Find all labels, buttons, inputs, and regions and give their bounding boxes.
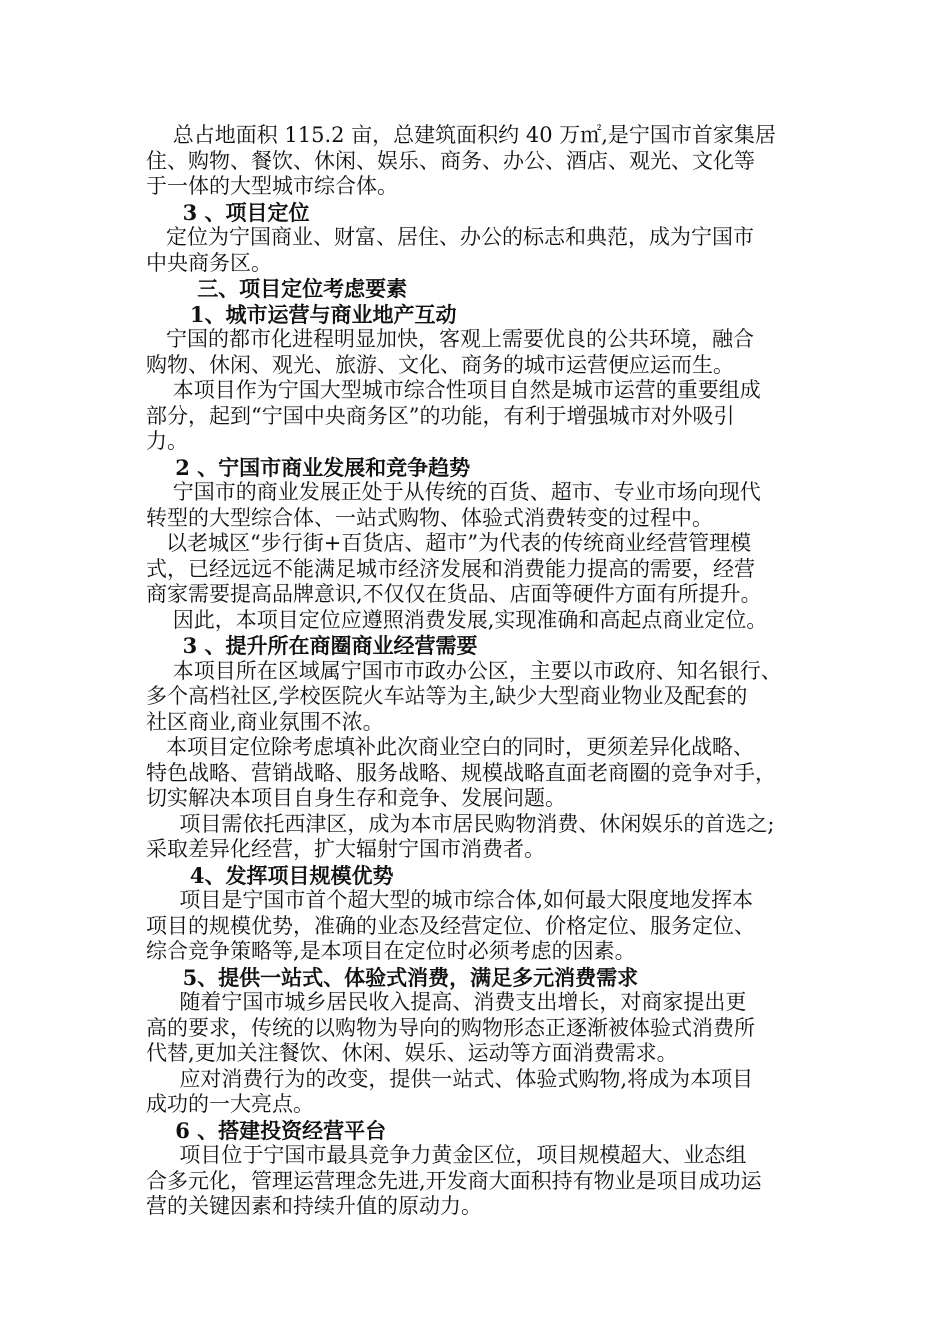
paragraph-line: 项目的规模优势，准确的业态及经营定位、价格定位、服务定位、 xyxy=(146,913,755,938)
document-body xyxy=(146,123,826,1220)
paragraph-line: 购物、休闲、观光、旅游、文化、商务的城市运营便应运而生。 xyxy=(146,352,734,377)
paragraph-line: 本项目作为宁国大型城市综合性项目自然是城市运营的重要组成 xyxy=(146,378,761,402)
paragraph-line: 项目位于宁国市最具竞争力黄金区位，项目规模超大、业态组 xyxy=(146,1143,747,1167)
paragraph-line: 总占地面积 115.2 亩，总建筑面积约 40 万㎡,是宁国市首家集居 xyxy=(146,123,776,147)
paragraph-line: 因此，本项目定位应遵照消费发展,实现准确和高起点商业定位。 xyxy=(146,607,768,632)
paragraph-line: 社区商业,商业氛围不浓。 xyxy=(146,709,384,734)
section-heading: 1、城市运营与商业地产互动 xyxy=(146,301,457,327)
paragraph-line: 特色战略、营销战略、服务战略、规模战略直面老商圈的竞争对手， xyxy=(146,760,776,785)
section-heading: 4、发挥项目规模优势 xyxy=(146,862,394,888)
paragraph-line: 住、购物、餐饮、休闲、娱乐、商务、办公、酒店、观光、文化等 xyxy=(146,148,755,173)
paragraph-line: 多个高档社区,学校医院火车站等为主,缺少大型商业物业及配套的 xyxy=(146,684,748,708)
paragraph-line: 切实解决本项目自身生存和竞争、发展问题。 xyxy=(146,786,566,810)
section-heading: 6 、搭建投资经营平台 xyxy=(146,1117,387,1143)
paragraph-line: 综合竞争策略等,是本项目在定位时必须考虑的因素。 xyxy=(146,939,636,963)
paragraph-line: 商家需要提高品牌意识,不仅仅在货品、店面等硬件方面有所提升。 xyxy=(146,582,762,606)
paragraph-line: 定位为宁国商业、财富、居住、办公的标志和典范，成为宁国市 xyxy=(146,225,755,249)
paragraph-line: 高的要求，传统的以购物为导向的购物形态正逐渐被体验式消费所 xyxy=(146,1015,755,1040)
paragraph-line: 中央商务区。 xyxy=(146,250,272,275)
paragraph-line: 于一体的大型城市综合体。 xyxy=(146,174,398,198)
paragraph-line: 应对消费行为的改变，提供一站式、体验式购物,将成为本项目 xyxy=(146,1066,754,1091)
paragraph-line: 宁国市的商业发展正处于从传统的百货、超市、专业市场向现代 xyxy=(146,480,761,504)
section-heading: 3 、项目定位 xyxy=(146,199,310,225)
paragraph-line: 以老城区“步行街+百货店、超市”为代表的传统商业经营管理模 xyxy=(146,531,752,555)
paragraph-line: 营的关键因素和持续升值的原动力。 xyxy=(146,1194,482,1218)
paragraph-line: 部分，起到“宁国中央商务区”的功能，有利于增强城市对外吸引 xyxy=(146,403,735,428)
section-heading: 2 、宁国市商业发展和竞争趋势 xyxy=(146,454,471,480)
paragraph-line: 随着宁国市城乡居民收入提高、消费支出增长，对商家提出更 xyxy=(146,990,747,1014)
section-heading: 三、项目定位考虑要素 xyxy=(146,276,408,301)
paragraph-line: 力。 xyxy=(146,429,188,453)
section-heading: 3 、提升所在商圈商业经营需要 xyxy=(146,633,478,658)
paragraph-line: 代替,更加关注餐饮、休闲、娱乐、运动等方面消费需求。 xyxy=(146,1041,678,1065)
paragraph-line: 转型的大型综合体、一站式购物、体验式消费转变的过程中。 xyxy=(146,505,713,530)
paragraph-line: 合多元化，管理运营理念先进,开发商大面积持有物业是项目成功运 xyxy=(146,1168,762,1193)
section-heading: 5、提供一站式、体验式消费，满足多元消费需求 xyxy=(146,964,639,990)
paragraph-line: 式，已经远远不能满足城市经济发展和消费能力提高的需要，经营 xyxy=(146,556,755,581)
paragraph-line: 采取差异化经营，扩大辐射宁国市消费者。 xyxy=(146,837,545,861)
paragraph-line: 项目需依托西津区，成为本市居民购物消费、休闲娱乐的首选之; xyxy=(146,811,775,836)
paragraph-line: 成功的一大亮点。 xyxy=(146,1092,314,1116)
paragraph-line: 本项目定位除考虑填补此次商业空白的同时，更须差异化战略、 xyxy=(146,735,755,759)
paragraph-line: 项目是宁国市首个超大型的城市综合体,如何最大限度地发挥本 xyxy=(146,888,754,912)
paragraph-line: 本项目所在区域属宁国市市政办公区，主要以市政府、知名银行、 xyxy=(146,658,782,683)
paragraph-line: 宁国的都市化进程明显加快，客观上需要优良的公共环境，融合 xyxy=(146,327,755,351)
